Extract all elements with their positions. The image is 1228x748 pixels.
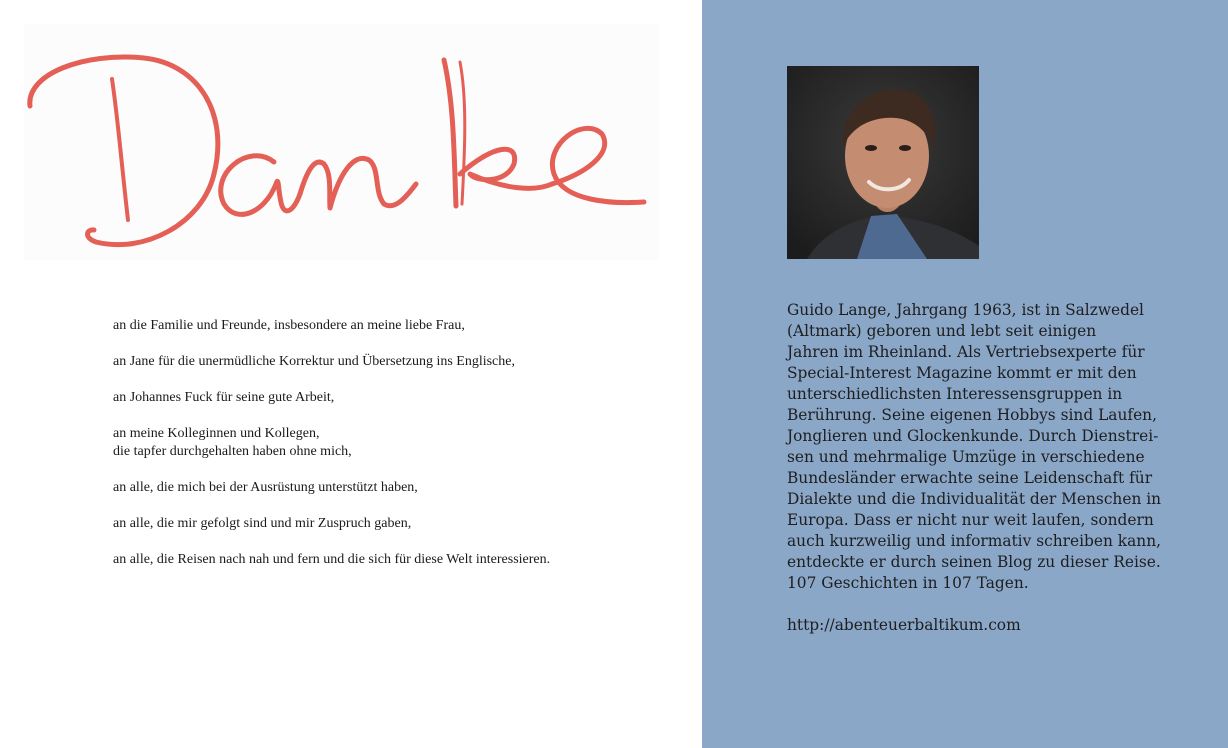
bio-line: Jahren im Rheinland. Als Vertriebsexperte für (787, 343, 1145, 361)
thanks-item (113, 479, 693, 497)
author-portrait-photo (787, 66, 979, 259)
bio-line: 107 Geschichten in 107 Tagen. (787, 574, 1029, 592)
bio-line: sen und mehrmalige Umzüge in verschiedene (787, 448, 1145, 466)
bio-line: unterschiedlichsten Interessensgruppen in (787, 385, 1123, 403)
bio-line: Guido Lange, Jahrgang 1963, ist in Salzwedel (787, 301, 1144, 319)
bio-line: Jonglieren und Glockenkunde. Durch Dienstrei- (787, 427, 1159, 445)
thanks-line: die tapfer durchgehalten haben ohne mich, (113, 444, 352, 459)
bio-line: Berührung. Seine eigenen Hobbys sind Laufen, (787, 406, 1157, 424)
bio-line: Europa. Dass er nicht nur weit laufen, sondern (787, 511, 1154, 529)
thanks-line: an alle, die Reisen nach nah und fern und die sich für diese Welt interessieren. (113, 552, 551, 567)
thanks-item (113, 353, 693, 371)
bio-line: entdeckte er durch seinen Blog zu dieser Reise. (787, 553, 1161, 571)
thanks-item (113, 389, 693, 407)
thanks-line: an meine Kolleginnen und Kollegen, (113, 426, 320, 441)
bio-line: (Altmark) geboren und lebt seit einigen (787, 322, 1097, 340)
thanks-line: an die Familie und Freunde, insbesondere an meine liebe Frau, (113, 318, 465, 333)
bio-line: Special-Interest Magazine kommt er mit den (787, 364, 1137, 382)
thanks-line: an alle, die mich bei der Ausrüstung unterstützt haben, (113, 480, 418, 495)
thanks-item (113, 551, 693, 569)
danke-handwriting-image (24, 24, 658, 260)
thanks-item (113, 515, 693, 533)
bio-line: Dialekte und die Individualität der Menschen in (787, 490, 1162, 508)
danke-handwriting (24, 24, 658, 260)
blog-link[interactable]: http://abenteuerbaltikum.com (787, 616, 1021, 634)
thanks-item (113, 425, 693, 461)
thanks-line: an alle, die mir gefolgt sind und mir Zuspruch gaben, (113, 516, 412, 531)
bio-line: auch kurzweilig und informativ schreiben kann, (787, 532, 1161, 550)
thanks-line: an Jane für die unermüdliche Korrektur und Übersetzung ins Englische, (113, 354, 515, 369)
author-bio (787, 300, 1167, 594)
bio-line: Bundesländer erwachte seine Leidenschaft für (787, 469, 1153, 487)
thanks-list (113, 317, 693, 587)
thanks-item (113, 317, 693, 335)
author-portrait (787, 66, 979, 259)
thanks-line: an Johannes Fuck für seine gute Arbeit, (113, 390, 335, 405)
